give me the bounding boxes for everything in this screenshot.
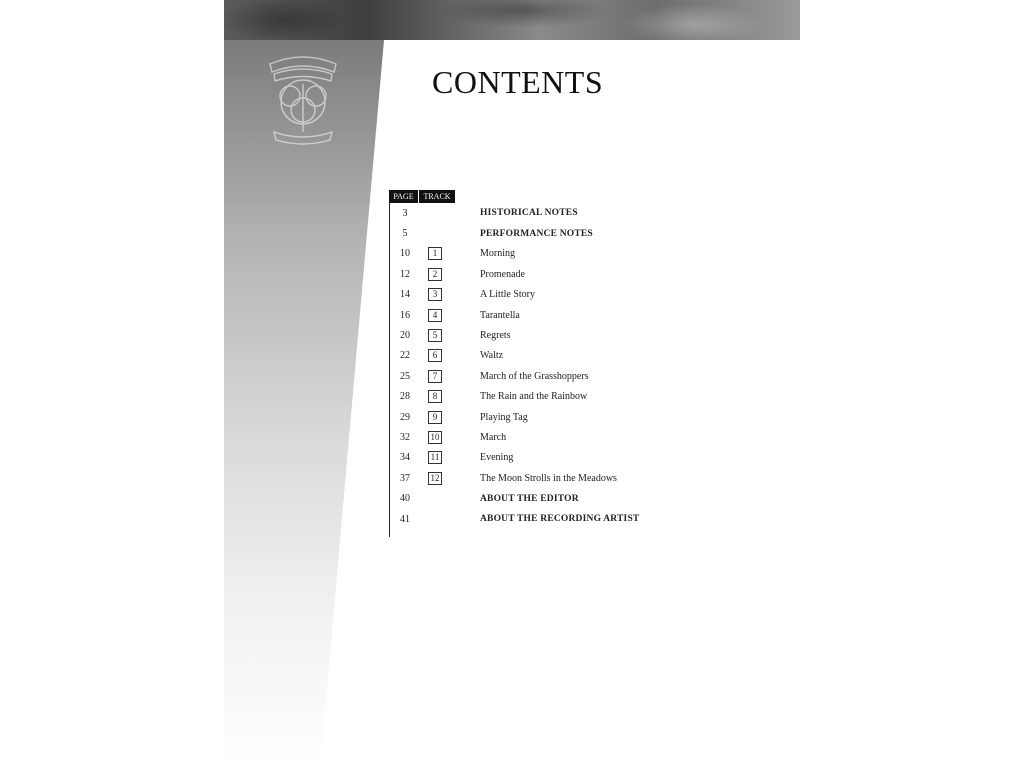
section-title: ABOUT THE EDITOR [480, 493, 579, 504]
toc-entry [390, 346, 689, 366]
track-number-box: 9 [428, 411, 442, 424]
page-number: 41 [400, 513, 410, 525]
track-number-box: 5 [428, 329, 442, 342]
section-title: HISTORICAL NOTES [480, 208, 578, 219]
page-number: 14 [400, 289, 410, 301]
page-number: 34 [400, 452, 410, 464]
page-column-header: PAGE [389, 190, 419, 203]
page-number: 29 [400, 411, 410, 423]
toc-entry [390, 244, 689, 264]
piece-title: A Little Story [480, 289, 535, 301]
section-title: PERFORMANCE NOTES [480, 228, 593, 239]
track-cell [420, 472, 480, 485]
page-number: 32 [400, 431, 410, 443]
track-cell [420, 431, 480, 444]
page-number: 3 [402, 207, 408, 219]
track-number-box: 6 [428, 349, 442, 362]
toc-entry [390, 203, 689, 223]
track-number-box: 8 [428, 390, 442, 403]
piece-title: Tarantella [480, 309, 520, 321]
track-cell [420, 288, 480, 301]
toc-entry [390, 427, 689, 447]
track-number-box: 10 [428, 431, 442, 444]
track-cell [420, 309, 480, 322]
contents-table [389, 190, 689, 537]
table-rows [389, 203, 689, 537]
page-number: 25 [400, 370, 410, 382]
track-number-box: 11 [428, 451, 442, 464]
page-number: 28 [400, 391, 410, 403]
piece-title: Promenade [480, 268, 525, 280]
track-cell [420, 268, 480, 281]
table-header [389, 190, 455, 203]
piece-title: March of the Grasshoppers [480, 370, 589, 382]
track-number-box: 1 [428, 247, 442, 260]
page-number: 5 [402, 228, 408, 240]
track-cell [420, 370, 480, 383]
crest-icon [260, 50, 346, 150]
page-number: 22 [400, 350, 410, 362]
piece-title: Evening [480, 452, 514, 464]
piece-title: Regrets [480, 330, 511, 342]
toc-entry [390, 264, 689, 284]
track-number-box: 12 [428, 472, 442, 485]
piece-title: The Moon Strolls in the Meadows [480, 472, 617, 484]
page-title: CONTENTS [432, 64, 604, 100]
track-cell [420, 329, 480, 342]
page-number: 20 [400, 330, 410, 342]
toc-entry [390, 285, 689, 305]
page-number: 12 [400, 268, 410, 280]
page-number: 16 [400, 309, 410, 321]
piece-title: Morning [480, 248, 515, 260]
track-number-box: 4 [428, 309, 442, 322]
toc-entry [390, 468, 689, 488]
section-title: ABOUT THE RECORDING ARTIST [480, 514, 640, 525]
track-cell [420, 247, 480, 260]
page-number: 40 [400, 493, 410, 505]
track-number-box: 2 [428, 268, 442, 281]
toc-entry [390, 387, 689, 407]
page-number: 10 [400, 248, 410, 260]
piece-title: Waltz [480, 350, 504, 362]
track-cell [420, 349, 480, 362]
toc-entry [390, 325, 689, 345]
toc-entry [390, 305, 689, 325]
document-page [224, 0, 800, 768]
track-cell [420, 451, 480, 464]
toc-entry [390, 488, 689, 508]
toc-entry [390, 223, 689, 243]
track-cell [420, 390, 480, 403]
piece-title: The Rain and the Rainbow [480, 391, 588, 403]
toc-entry [390, 509, 689, 529]
track-number-box: 7 [428, 370, 442, 383]
header-band [224, 0, 800, 40]
track-column-header: TRACK [423, 192, 451, 201]
toc-entry [390, 448, 689, 468]
track-cell [420, 411, 480, 424]
toc-entry [390, 366, 689, 386]
piece-title: March [480, 431, 507, 443]
piece-title: Playing Tag [480, 411, 528, 423]
track-number-box: 3 [428, 288, 442, 301]
toc-entry [390, 407, 689, 427]
page-number: 37 [400, 472, 410, 484]
